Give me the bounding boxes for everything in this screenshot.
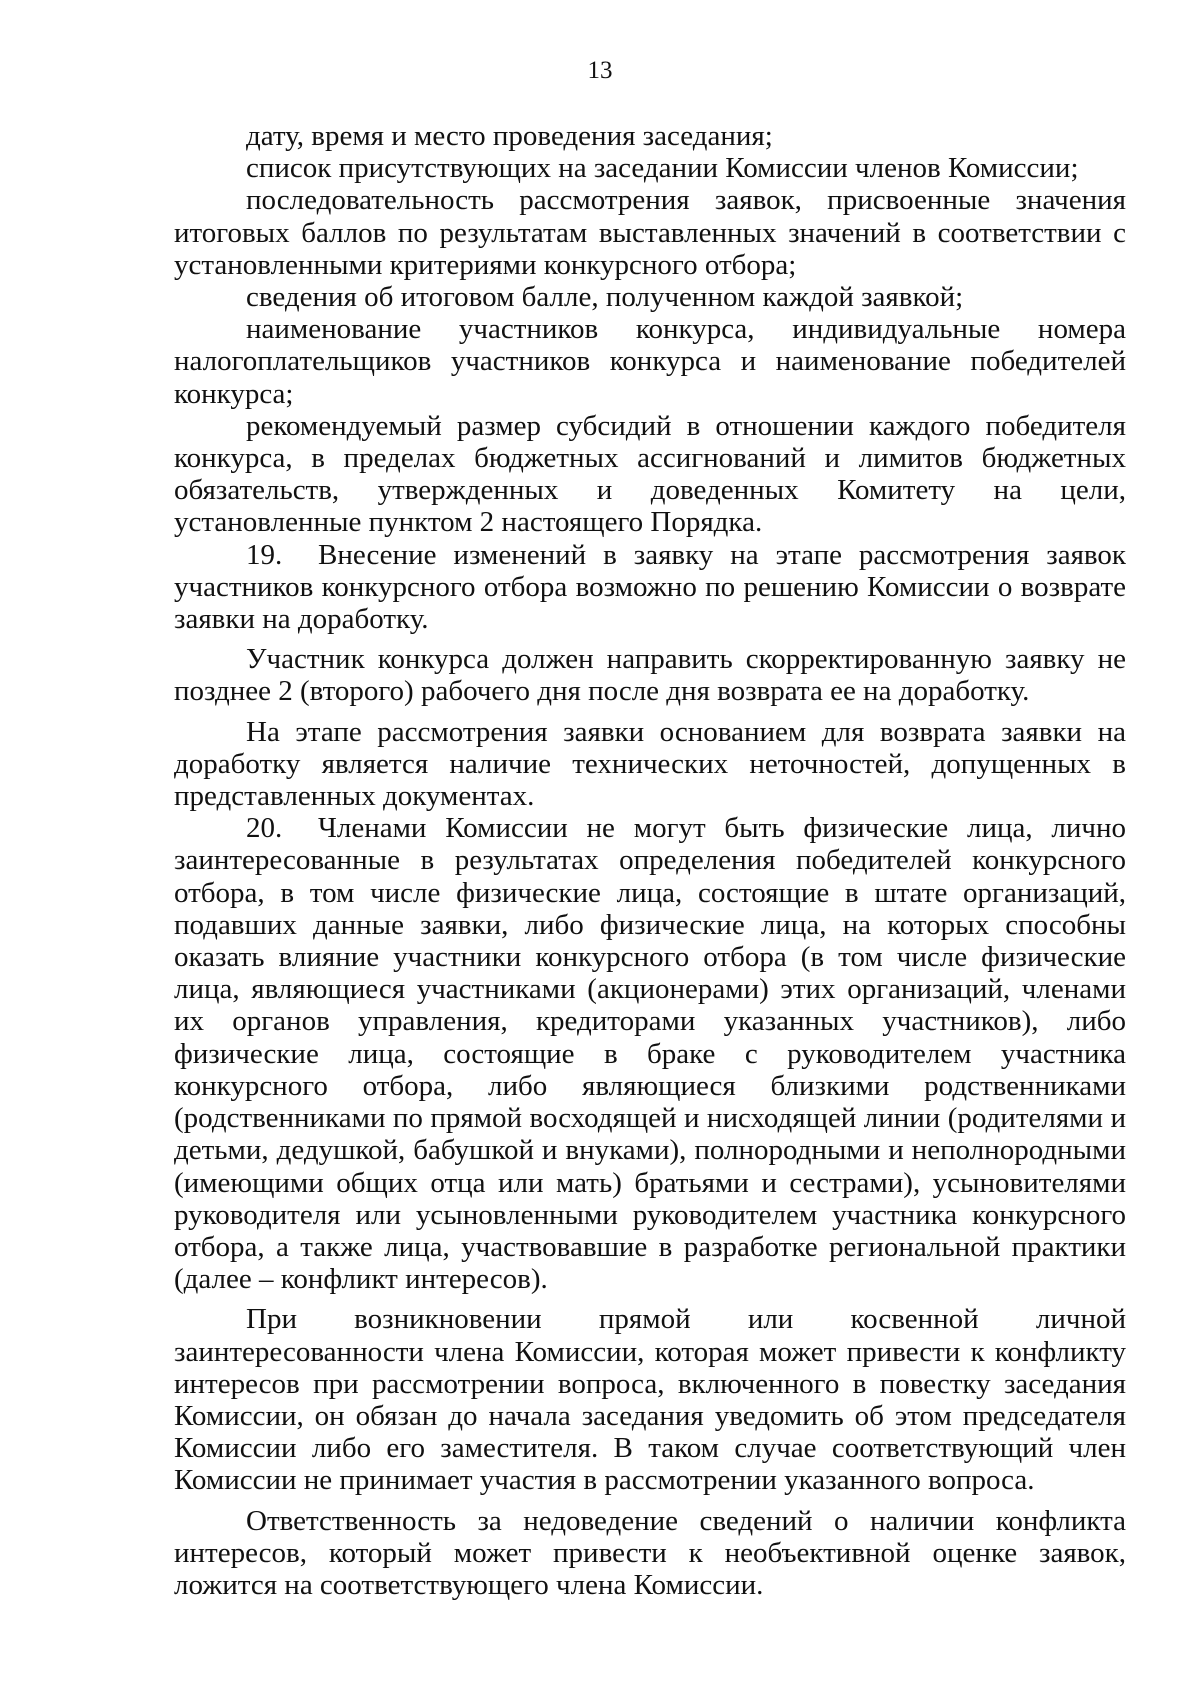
paragraph-participants-names	[174, 313, 1126, 410]
paragraph-final-score	[174, 281, 1126, 313]
paragraph-text: Членами Комиссии не могут быть физические лица, лично заинтересованные в результатах определения победителей конкурсного отбора, в том числе физические лица, состоящие в штате организаций, подавших данные заявки, либо физические лица, на которых способны оказать влияние участники конкурсного отбора (в том числе физические лица, являющиеся участниками (акционерами) этих организаций, членами их органов управления, кредиторами указанных участников), либо физические лица, состоящие в браке с руководителем участника конкурсного отбора, либо являющиеся близкими родственниками (родственниками по прямой восходящей и нисходящей линии (родителями и детьми, дедушкой, бабушкой и внуками), полнородными и неполнородными (имеющими общих отца или мать) братьями и сестрами), усыновителями руководителя или усыновленными руководителем участника конкурсного отбора, а также лица, участвовавшие в разработке региональной практики (далее – конфликт интересов).	[174, 812, 1126, 1296]
page-number: 13	[587, 57, 613, 84]
paragraph-text: На этапе рассмотрения заявки основанием для возврата заявки на доработку является наличие технических неточностей, допущенных в представленных документах.	[174, 715, 1126, 813]
paragraph-clause-19	[174, 539, 1126, 636]
paragraph-clause-20	[174, 812, 1126, 1295]
paragraph-return-grounds	[174, 716, 1126, 813]
paragraph-attendees-list	[174, 152, 1126, 184]
paragraph-corrected-application	[174, 643, 1126, 707]
paragraph-review-sequence	[174, 184, 1126, 281]
paragraph-text: рекомендуемый размер субсидий в отношении каждого победителя конкурса, в пределах бюджетных ассигнований и лимитов бюджетных обязательств, утвержденных и доведенных Комитету на цели, установленные пунктом 2 настоящего Порядка.	[174, 409, 1126, 539]
paragraph-text: сведения об итоговом балле, полученном каждой заявкой;	[246, 281, 964, 314]
paragraph-meeting-date	[174, 120, 1126, 152]
paragraph-text: дату, время и место проведения заседания;	[246, 120, 773, 152]
document-body	[174, 120, 1126, 1601]
paragraph-text: последовательность рассмотрения заявок, присвоенные значения итоговых баллов по результатам выставленных значений в соответствии с установленными критериями конкурсного отбора;	[174, 184, 1126, 281]
paragraph-text: Внесение изменений в заявку на этапе рассмотрения заявок участников конкурсного отбора возможно по решению Комиссии о возврате заявки на доработку.	[174, 538, 1126, 636]
clause-number: 20.	[246, 812, 283, 845]
paragraph-text: наименование участников конкурса, индивидуальные номера налогоплательщиков участников конкурса и наименование победителей конкурса;	[174, 313, 1126, 410]
clause-number: 19.	[246, 538, 283, 571]
paragraph-recommended-subsidy	[174, 410, 1126, 539]
paragraph-text: Участник конкурса должен направить скорректированную заявку не позднее 2 (второго) рабочего дня после дня возврата ее на доработку.	[174, 643, 1126, 708]
paragraph-text: Ответственность за недоведение сведений о наличии конфликта интересов, который может привести к необъективной оценке заявок, ложится на соответствующего члена Комиссии.	[174, 1504, 1126, 1601]
paragraph-conflict-notification	[174, 1303, 1126, 1496]
paragraph-text: список присутствующих на заседании Комиссии членов Комиссии;	[246, 152, 1079, 185]
paragraph-text: При возникновении прямой или косвенной личной заинтересованности члена Комиссии, которая может привести к конфликту интересов при рассмотрении вопроса, включенного в повестку заседания Комиссии, он обязан до начала заседания уведомить об этом председателя Комиссии либо его заместителя. В таком случае соответствующий член Комиссии не принимает участия в рассмотрении указанного вопроса.	[174, 1303, 1126, 1497]
paragraph-responsibility	[174, 1505, 1126, 1602]
